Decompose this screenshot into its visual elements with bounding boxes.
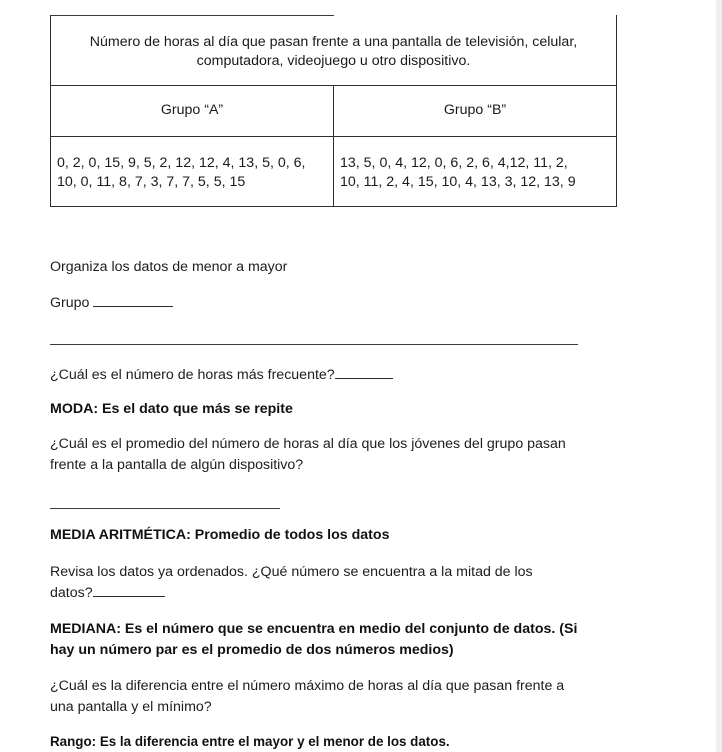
median-definition-line-2: hay un número par es el promedio de dos números medios) xyxy=(50,642,454,658)
median-question-text: datos? xyxy=(50,585,93,601)
range-question-line-2: una pantalla y el mínimo? xyxy=(50,699,212,715)
group-a-values xyxy=(51,136,334,206)
median-question-line-1: Revisa los datos ya ordenados. ¿Qué número se encuentra a la mitad de los xyxy=(50,564,533,580)
mode-answer-blank[interactable] xyxy=(335,365,393,379)
group-a-line-1: 0, 2, 0, 15, 9, 5, 2, 12, 12, 4, 13, 5, 0, 6, xyxy=(57,155,306,171)
page-edge-shadow xyxy=(716,0,722,752)
group-answer-blank[interactable] xyxy=(93,293,173,307)
header-group-a: Grupo “A” xyxy=(51,85,334,136)
group-b-line-2: 10, 11, 2, 4, 15, 10, 4, 13, 3, 12, 13, 9 xyxy=(340,174,576,190)
mode-question xyxy=(50,365,393,386)
mode-question-text: ¿Cuál es el número de horas más frecuente? xyxy=(50,367,335,383)
header-group-b: Grupo “B” xyxy=(334,85,617,136)
group-b-line-1: 13, 5, 0, 4, 12, 0, 6, 2, 6, 4,12, 11, 2, xyxy=(340,155,568,171)
table-title-line-1: Número de horas al día que pasan frente a una pantalla de televisión, celular, xyxy=(89,33,578,50)
mean-definition: MEDIA ARITMÉTICA: Promedio de todos los datos xyxy=(50,527,390,543)
mean-question-line-1: ¿Cuál es el promedio del número de horas al día que los jóvenes del grupo pasan xyxy=(50,436,566,452)
range-question-line-1: ¿Cuál es la diferencia entre el número máximo de horas al día que pasan frente a xyxy=(50,678,565,694)
sorted-data-answer-line[interactable] xyxy=(50,344,578,345)
median-definition-line-1: MEDIANA: Es el número que se encuentra en medio del conjunto de datos. (Si xyxy=(50,621,578,637)
table-title-cell xyxy=(51,15,617,85)
mean-answer-line[interactable] xyxy=(50,508,280,509)
median-question-line-2 xyxy=(50,583,165,604)
mean-question-line-2: frente a la pantalla de algún dispositivo? xyxy=(50,457,304,473)
group-label: Grupo xyxy=(50,295,94,311)
table-title-line-2: computadora, videojuego u otro dispositivo. xyxy=(196,52,471,69)
data-table-grid xyxy=(50,15,617,207)
group-a-line-2: 10, 0, 11, 8, 7, 3, 7, 7, 5, 5, 15 xyxy=(57,174,246,190)
group-b-values xyxy=(334,136,617,206)
mode-definition: MODA: Es el dato que más se repite xyxy=(50,401,293,417)
median-answer-blank[interactable] xyxy=(93,583,165,597)
range-definition: Rango: Es la diferencia entre el mayor y el menor de los datos. xyxy=(50,734,450,749)
organize-instruction: Organiza los datos de menor a mayor xyxy=(50,259,288,275)
group-prompt xyxy=(50,293,173,314)
